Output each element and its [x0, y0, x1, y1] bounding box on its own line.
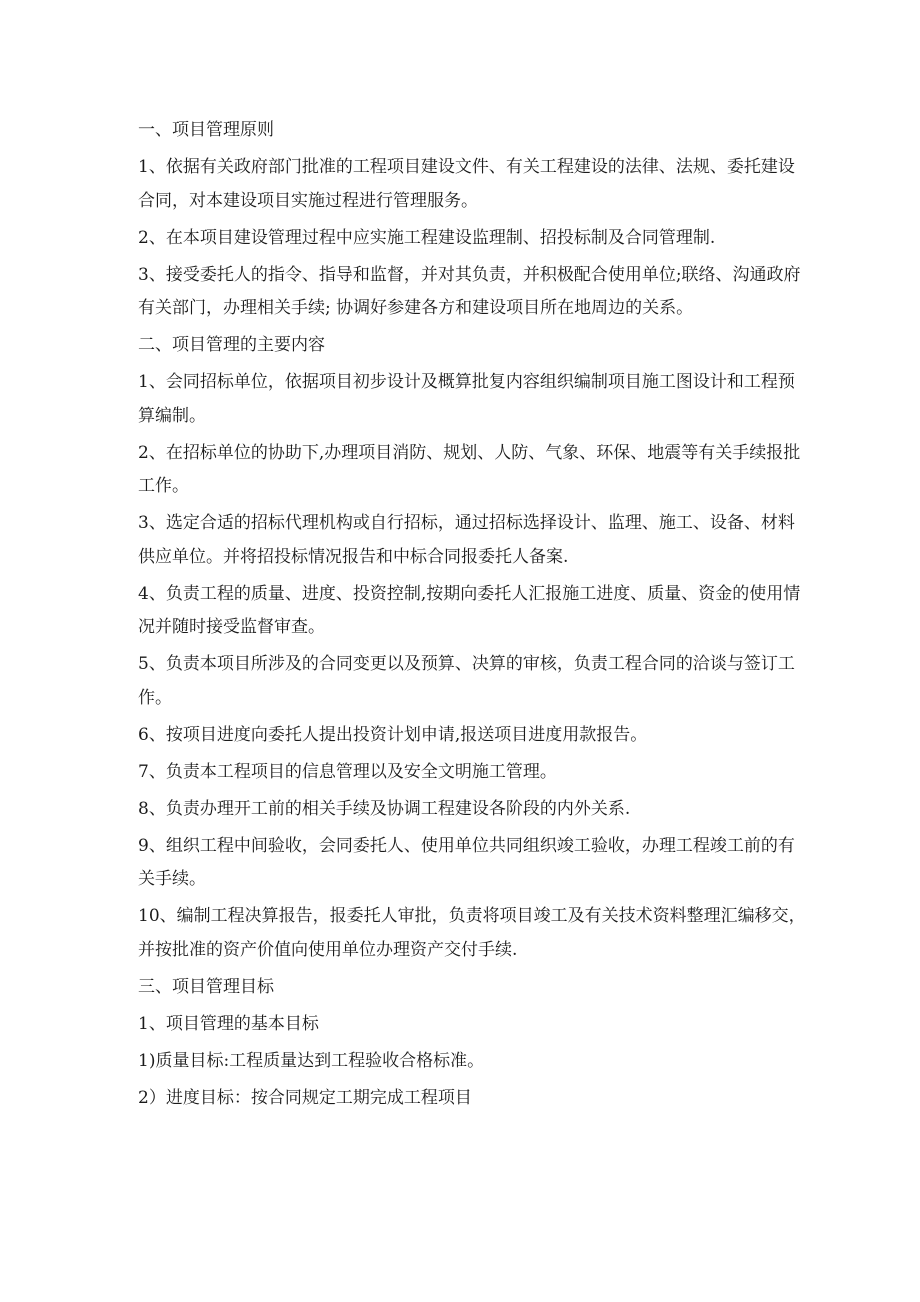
paragraph: 9、组织工程中间验收，会同委托人、使用单位共同组织竣工验收，办理工程竣工前的有关手续。 — [138, 835, 795, 889]
paragraph: 3、接受委托人的指令、指导和监督，并对其负责，并积极配合使用单位;联络、沟通政府有关部门，办理相关手续; 协调好参建各方和建设项目所在地周边的关系。 — [138, 264, 801, 318]
paragraph: 7、负责本工程项目的信息管理以及安全文明施工管理。 — [138, 761, 557, 782]
section-heading-principles: 一、项目管理原则 — [138, 120, 274, 140]
paragraph: 1)质量目标:工程质量达到工程验收合格标准。 — [138, 1050, 485, 1071]
paragraph: 10、编制工程决算报告，报委托人审批，负责将项目竣工及有关技术资料整理汇编移交，并按批准的资产价值向使用单位办理资产交付手续. — [138, 906, 806, 960]
paragraph: 2）进度目标：按合同规定工期完成工程项目 — [138, 1087, 472, 1108]
paragraph: 2、在招标单位的协助下,办理项目消防、规划、人防、气象、环保、地震等有关手续报批工作。 — [138, 442, 801, 496]
section-heading-goals: 三、项目管理目标 — [138, 976, 274, 997]
paragraph: 8、负责办理开工前的相关手续及协调工程建设各阶段的内外关系. — [138, 798, 631, 819]
paragraph: 4、负责工程的质量、进度、投资控制,按期向委托人汇报施工进度、质量、资金的使用情况并随时接受监督审查。 — [138, 583, 801, 637]
paragraph: 6、按项目进度向委托人提出投资计划申请,报送项目进度用款报告。 — [138, 724, 648, 745]
paragraph: 2、在本项目建设管理过程中应实施工程建设监理制、招投标制及合同管理制. — [138, 227, 716, 248]
paragraph: 3、选定合适的招标代理机构或自行招标，通过招标选择设计、监理、施工、设备、材料供应单位。并将招投标情况报告和中标合同报委托人备案. — [138, 513, 795, 567]
paragraph: 1、项目管理的基本目标 — [138, 1013, 319, 1034]
document-body — [138, 114, 810, 1119]
paragraph: 1、会同招标单位，依据项目初步设计及概算批复内容组织编制项目施工图设计和工程预算编制。 — [138, 372, 795, 426]
paragraph: 1、依据有关政府部门批准的工程项目建设文件、有关工程建设的法律、法规、委托建设合同，对本建设项目实施过程进行管理服务。 — [138, 157, 795, 211]
paragraph: 5、负责本项目所涉及的合同变更以及预算、决算的审核，负责工程合同的洽谈与签订工作。 — [138, 654, 795, 708]
section-heading-main-content: 二、项目管理的主要内容 — [138, 335, 325, 355]
